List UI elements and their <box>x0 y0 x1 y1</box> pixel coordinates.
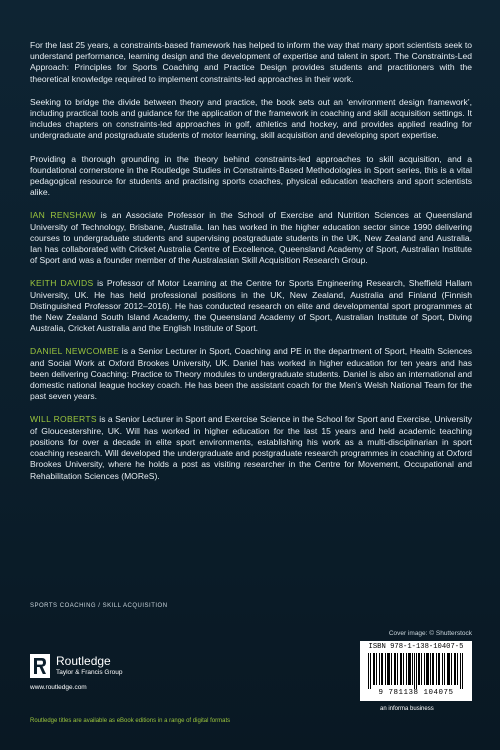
publisher-logo <box>30 652 230 692</box>
author-bio-newcombe <box>30 346 472 402</box>
publisher-name: Routledge <box>56 654 111 668</box>
blurb-paragraph-2: Seeking to bridge the divide between theory and practice, the book sets out an ‘environment design framework’, including practical tools and guidance for the application of the framework in coaching and skill acquisition settings. It includes chapters on constraints-led approaches in golf, athletics and hockey, and provides applied reading for undergraduate and postgraduate students of motor learning, skill acquisition and developing sport expertise. <box>30 96 472 141</box>
author-bio-roberts <box>30 414 472 481</box>
informa-tagline: an informa business <box>380 706 434 712</box>
subject-tag: SPORTS COACHING / SKILL ACQUISITION <box>30 603 168 609</box>
author-name: DANIEL NEWCOMBE <box>30 346 120 357</box>
cover-credit: Cover image: © Shutterstock <box>388 630 472 637</box>
author-bio-renshaw <box>30 210 472 266</box>
barcode-panel <box>360 641 472 701</box>
publisher-group: Taylor & Francis Group <box>56 669 123 676</box>
author-bio-text: is Professor of Motor Learning at the Centre for Sports Engineering Research, Sheffield Hallam University, UK. He has held professional positions in the UK, New Zealand, Australia and Finland (Finnish Distinguished Professor 2012–2016). He has conducted research on elite and developmental sport programmes at the New Zealand South Island Academy, the Queensland Academy of Sport, Australian Institute of Sport, Diving Australia, Cricket Australia and the English Institute of Sport. <box>30 278 472 334</box>
barcode-icon <box>368 653 464 689</box>
author-bio-text: is a Senior Lecturer in Sport, Coaching and PE in the department of Sport, Health Sciences and Social Work at Oxford Brookes University, UK. Daniel has worked in higher education for ten years and has been delivering Coaching: Practice to Theory modules to undergraduate students. Daniel is also an international and domestic national league hockey coach. He has been the assistant coach for the Men’s Welsh National Team for the past seven years. <box>30 346 473 402</box>
ebook-availability: Routledge titles are available as eBook editions in a range of digital formats <box>30 718 231 724</box>
author-bio-text: is a Senior Lecturer in Sport and Exercise Science in the School for Sport and Exercise, University of Gloucestershire, UK. Will has worked in higher education for the last 15 years and held academic teaching positions for over a decade in elite sport environments, establishing his work as a multi-disciplinarian in sport coaching research. Will developed the undergraduate and postgraduate research programmes in coaching at Oxford Brookes University, where he holds a post as visiting researcher in the Centre for Movement, Occupational and Rehabilitation Sciences (MOReS). <box>30 414 472 481</box>
blurb-paragraph-3: Providing a thorough grounding in the theory behind constraints-led approaches to skill acquisition, and a foundational cornerstone in the Routledge Studies in Constraints-Based Methodologies in Sport series, this is a vital pedagogical resource for students and practising sports coaches, physical education teachers and sport scientists alike. <box>30 153 472 198</box>
author-bio-text: is an Associate Professor in the School of Exercise and Nutrition Sciences at Queensland University of Technology, Brisbane, Australia. Ian has worked in the higher education sector since 1990 delivering courses to undergraduate students and supervising postgraduate students in the UK, New Zealand and Australia. Ian has collaborated with Cricket Australia Centre of Excellence, Queensland Academy of Sport, Australian Institute of Sport and was a founder member of the Australasian Skill Acquisition Research Group. <box>30 210 473 266</box>
author-name: KEITH DAVIDS <box>30 278 94 289</box>
publisher-url: www.routledge.com <box>30 684 87 691</box>
back-cover-text <box>30 40 472 494</box>
blurb-paragraph-1: For the last 25 years, a constraints-based framework has helped to inform the way that many sport scientists seek to understand performance, learning design and the development of expertise and talent in sport. The Constraints-Led Approach: Principles for Sports Coaching and Practice Design provides students and practitioners with the theoretical knowledge required to implement constraints-led approaches in their work. <box>30 40 472 84</box>
routledge-mark-icon <box>30 654 50 678</box>
barcode-digits: 9 781138 104075 <box>378 689 454 697</box>
author-bio-davids <box>30 278 472 334</box>
author-name: IAN RENSHAW <box>30 210 96 221</box>
isbn-text: ISBN 978-1-138-10407-5 <box>368 643 464 651</box>
author-name: WILL ROBERTS <box>30 414 97 425</box>
